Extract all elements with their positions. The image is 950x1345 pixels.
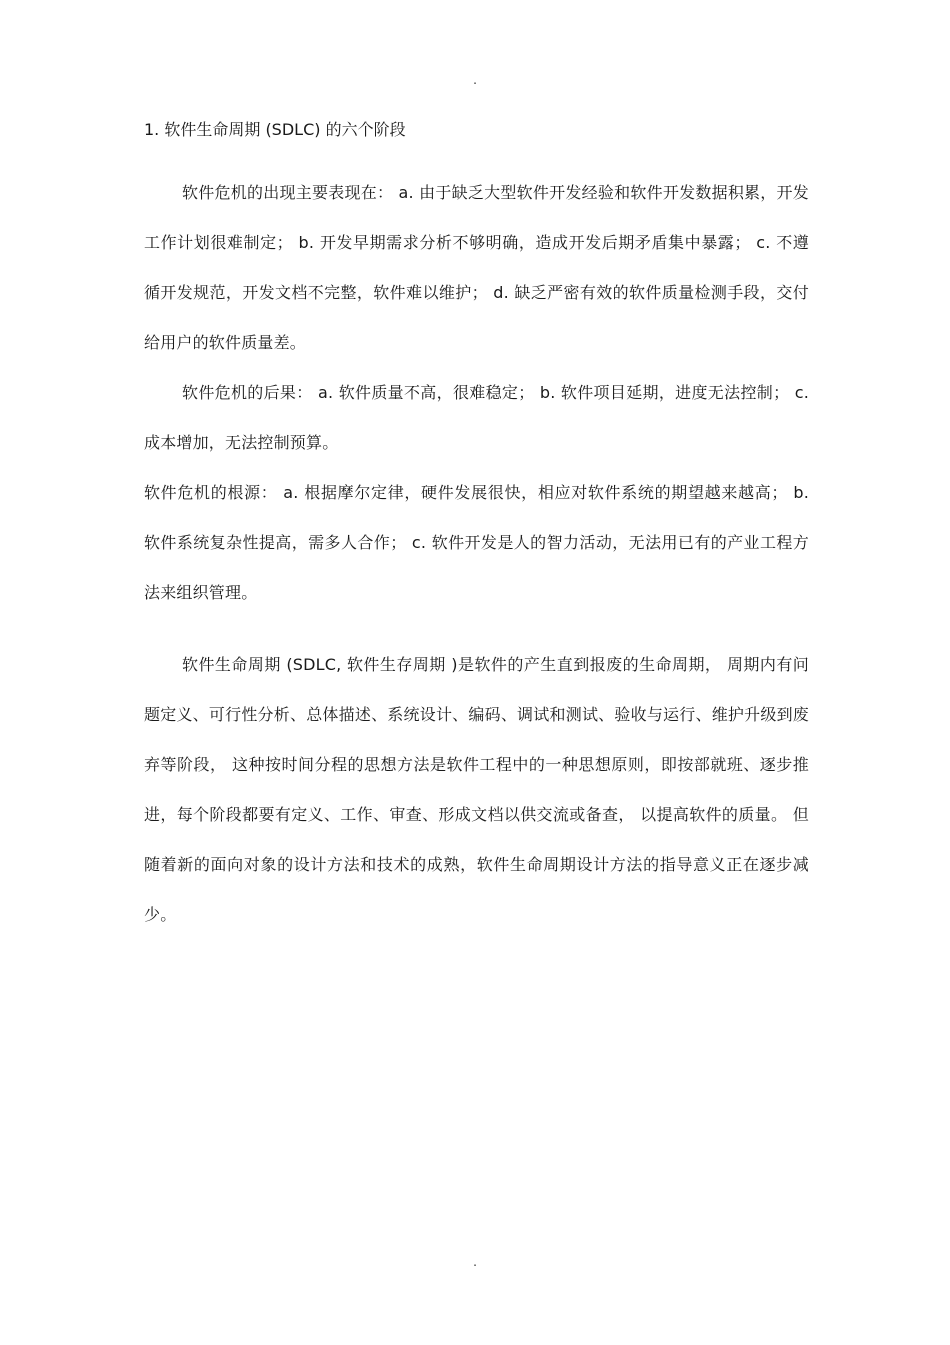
page-footer-mark: . [473, 1255, 477, 1269]
paragraph-crisis-consequences: 软件危机的后果： a. 软件质量不高，很难稳定； b. 软件项目延期，进度无法控制； c. 成本增加，无法控制预算。 [144, 383, 809, 452]
paragraph-crisis-symptoms: 软件危机的出现主要表现在： a. 由于缺乏大型软件开发经验和软件开发数据积累，开发工作计划很难制定； b. 开发早期需求分析不够明确，造成开发后期矛盾集中暴露； c. 不遵循开发规范，开发文档不完整，软件难以维护； d. 缺乏严密有效的软件质量检测手段，交付给用户的软件质量差。 [144, 183, 809, 352]
document-body [144, 116, 809, 940]
page-header-mark: . [473, 73, 477, 87]
paragraph-gap [144, 618, 809, 640]
section-heading: 1. 软件生命周期 (SDLC) 的六个阶段 [144, 120, 406, 139]
paragraph-sdlc-definition: 软件生命周期 (SDLC, 软件生存周期 )是软件的产生直到报废的生命周期， 周期内有问题定义、可行性分析、总体描述、系统设计、编码、调试和测试、验收与运行、维护升级到废弃等阶段， 这种按时间分程的思想方法是软件工程中的一种思想原则，即按部就班、逐步推进，每个阶段都要有定义、工作、审查、形成文档以供交流或备查， 以提高软件的质量。 但随着新的面向对象的设计方法和技术的成熟，软件生命周期设计方法的指导意义正在逐步减少。 [144, 655, 809, 924]
paragraph-crisis-roots: 软件危机的根源： a. 根据摩尔定律，硬件发展很快，相应对软件系统的期望越来越高； b. 软件系统复杂性提高，需多人合作； c. 软件开发是人的智力活动，无法用已有的产业工程方法来组织管理。 [144, 483, 809, 602]
